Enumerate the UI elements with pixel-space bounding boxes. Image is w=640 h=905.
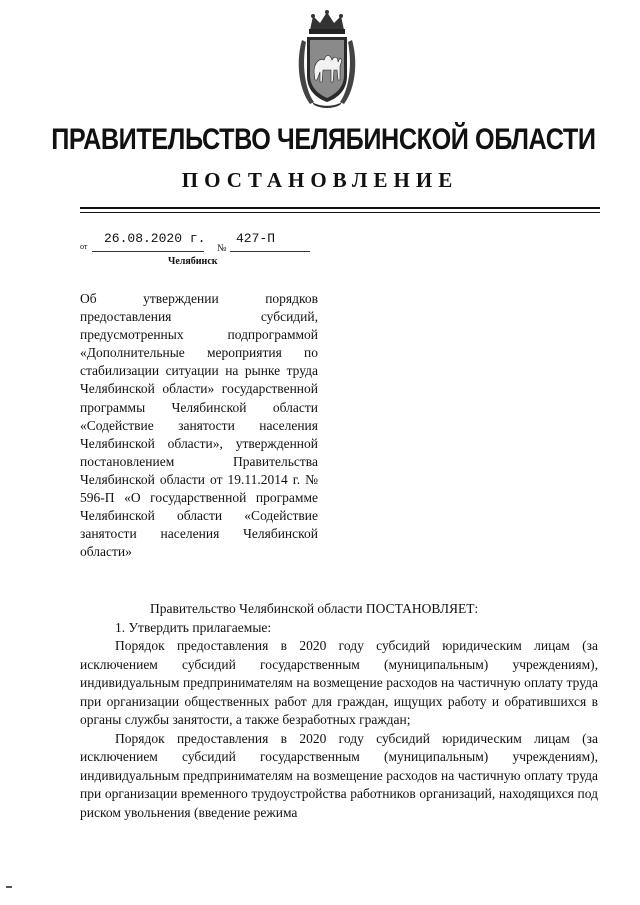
paragraph-1: Порядок предоставления в 2020 году субсидий юридическим лицам (за исключением субсидий государственным (муниципальным) учреждениям), индивидуальным предпринимателям на возмещение расходов на частичную оплату труда при организации общественных работ для граждан, ищущих работу и обратившихся в органы службы занятости, а также безработных граждан; — [80, 638, 598, 727]
paragraph-2: Порядок предоставления в 2020 году субсидий юридическим лицам (за исключением субсидий государственным (муниципальным) учреждениям), индивидуальным предпринимателям на возмещение расходов на частичную оплату труда при организации временного трудоустройства работников организаций, находящихся под риском увольнения (введение режима — [80, 730, 598, 820]
document-number: 427-П — [236, 231, 276, 246]
government-title: ПРАВИТЕЛЬСТВО ЧЕЛЯБИНСКОЙ ОБЛАСТИ — [51, 123, 596, 156]
document-subject: Об утверждении порядков предоставления субсидий, предусмотренных подпрограммой «Дополнительные мероприятия по стабилизации ситуации на рынке труда Челябинской области» государственной программы Челябинской области «Содействие занятости населения Челябинской области», утвержденной постановлением Правительства Челябинской области от 19.11.2014 г. № 596-П «О государственной программе Челябинской области «Содействие занятости населения Челябинской области» — [80, 291, 318, 560]
number-underline — [230, 251, 310, 252]
document-body — [80, 600, 598, 822]
document-type: ПОСТАНОВЛЕНИЕ — [181, 168, 459, 192]
date-underline — [92, 251, 204, 252]
document-date: 26.08.2020 г. — [104, 231, 206, 246]
header-divider-thick — [80, 207, 600, 209]
item-1: 1. Утвердить прилагаемые: — [115, 619, 272, 635]
scan-mark — [6, 886, 12, 888]
header-divider-thin — [80, 212, 600, 213]
chelyabinsk-coat-of-arms-icon — [296, 10, 358, 108]
number-prefix: № — [217, 243, 227, 254]
resolution-statement: Правительство Челябинской области ПОСТАНОВЛЯЕТ: — [150, 601, 479, 616]
date-prefix: от — [80, 242, 88, 251]
city-name: Челябинск — [168, 256, 218, 267]
